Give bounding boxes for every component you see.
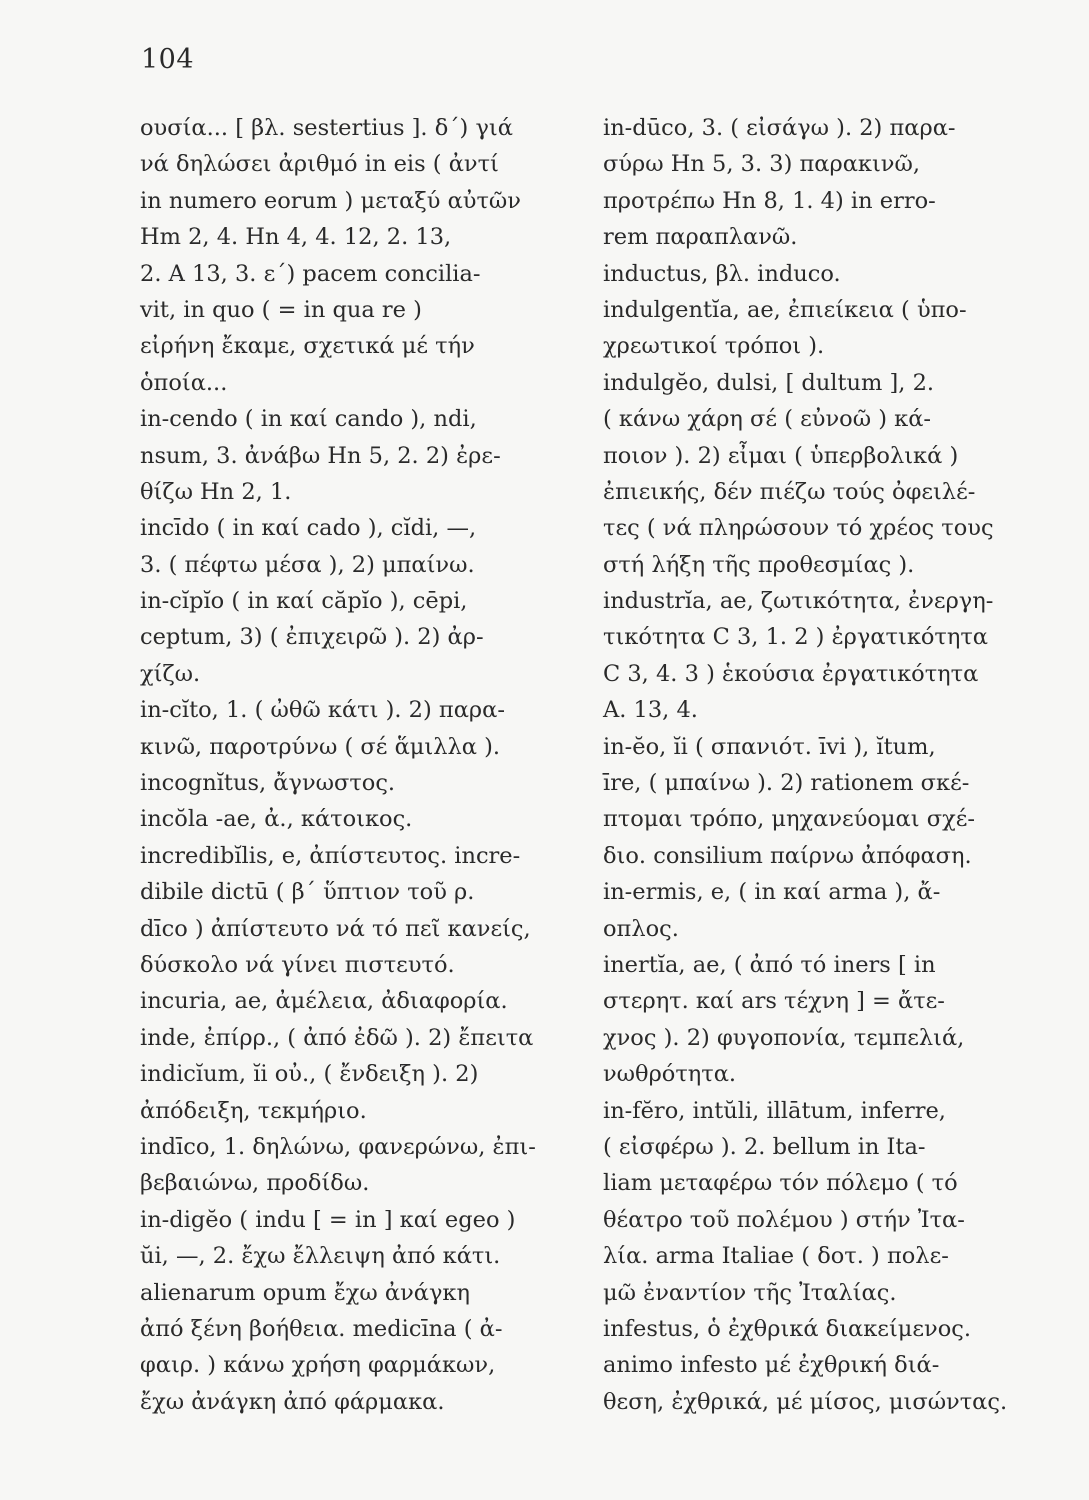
dictionary-line: incognĭtus, ἄγνωστος. [140, 770, 396, 797]
dictionary-line: 3. ( πέφτω μέσα ), 2) μπαίνω. [140, 551, 475, 578]
dictionary-line: προτρέπω Hn 8, 1. 4) in erro- [603, 187, 936, 214]
dictionary-line: θέατρο τοῦ πολέμου ) στήν Ἰτα- [603, 1206, 965, 1233]
dictionary-line: ἔχω ἀνάγκη ἀπό φάρμακα. [140, 1388, 445, 1415]
dictionary-line: κινῶ, παροτρύνω ( σέ ἅμιλλα ). [140, 733, 501, 760]
dictionary-line: μῶ ἐναντίον τῆς Ἰταλίας. [603, 1279, 897, 1306]
left-column [140, 110, 580, 1420]
dictionary-line: Hm 2, 4. Hn 4, 4. 12, 2. 13, [140, 224, 452, 251]
dictionary-line: 2. A 13, 3. ε΄) pacem concilia- [140, 260, 481, 287]
dictionary-line: indīco, 1. δηλώνω, φανερώνω, ἐπι- [140, 1133, 536, 1160]
dictionary-line: in-cĭto, 1. ( ὠθῶ κάτι ). 2) παρα- [140, 697, 505, 724]
dictionary-line: indulgentĭa, ae, ἐπιείκεια ( ὑπο- [603, 296, 967, 323]
dictionary-line: ŭi, —, 2. ἔχω ἔλλειψη ἀπό κάτι. [140, 1243, 501, 1270]
dictionary-line: animo infesto μέ ἐχθρική διά- [603, 1352, 940, 1379]
dictionary-line: īre, ( μπαίνω ). 2) rationem σκέ- [603, 770, 970, 797]
dictionary-line: στερητ. καί ars τέχνη ] = ἄτε- [603, 988, 945, 1015]
dictionary-line: χρεωτικοί τρόποι ). [603, 333, 825, 360]
dictionary-line: πτομαι τρόπο, μηχανεύομαι σχέ- [603, 806, 975, 833]
dictionary-line: alienarum opum ἔχω ἀνάγκη [140, 1279, 470, 1306]
dictionary-line: in-ermis, e, ( in καί arma ), ἄ- [603, 879, 941, 906]
page-number: 104 [141, 44, 195, 75]
dictionary-line: liam μεταφέρω τόν πόλεμο ( τό [603, 1170, 958, 1197]
dictionary-line: incuria, ae, ἀμέλεια, ἀδιαφορία. [140, 988, 508, 1015]
dictionary-line: βεβαιώνω, προδίδω. [140, 1170, 370, 1197]
dictionary-line: θεση, ἐχθρικά, μέ μίσος, μισώντας. [603, 1388, 1008, 1415]
dictionary-line: in numero eorum ) μεταξύ αὐτῶν [140, 187, 521, 214]
dictionary-line: dibile dictū ( β΄ ὕπτιον τοῦ ρ. [140, 879, 475, 906]
dictionary-line: νωθρότητα. [603, 1061, 737, 1088]
dictionary-line: incŏla -ae, ἀ., κάτοικος. [140, 806, 413, 833]
dictionary-line: εἰρήνη ἔκαμε, σχετικά μέ τήν [140, 333, 475, 360]
dictionary-line: ποιον ). 2) εἶμαι ( ὑπερβολικά ) [603, 442, 959, 469]
dictionary-line: A. 13, 4. [603, 697, 698, 724]
dictionary-line: οπλος. [603, 915, 679, 942]
dictionary-line: rem παραπλανῶ. [603, 224, 798, 251]
dictionary-line: ἐπιεικής, δέν πιέζω τούς ὀφειλέ- [603, 478, 976, 505]
dictionary-line: inde, ἐπίρρ., ( ἀπό ἐδῶ ). 2) ἔπειτα [140, 1024, 534, 1051]
dictionary-line: χίζω. [140, 660, 201, 687]
dictionary-line: ἀπόδειξη, τεκμήριο. [140, 1097, 367, 1124]
dictionary-line: C 3, 4. 3 ) ἑκούσια ἐργατικότητα [603, 660, 979, 687]
dictionary-line: nsum, 3. ἀνάβω Hn 5, 2. 2) ἐρε- [140, 442, 501, 469]
dictionary-line: inductus, βλ. induco. [603, 260, 841, 287]
dictionary-line: ὁποία... [140, 369, 228, 396]
dictionary-line: in-dūco, 3. ( εἰσάγω ). 2) παρα- [603, 115, 956, 141]
dictionary-line: τικότητα C 3, 1. 2 ) ἐργατικότητα [603, 624, 988, 651]
dictionary-line: θίζω Hn 2, 1. [140, 478, 292, 505]
dictionary-line: ἀπό ξένη βοήθεια. medicīna ( ἀ- [140, 1315, 503, 1342]
dictionary-line: λία. arma Italiae ( δοτ. ) πολε- [603, 1243, 949, 1270]
dictionary-line: in-fĕro, intŭli, illātum, inferre, [603, 1097, 946, 1124]
dictionary-line: σύρω Hn 5, 3. 3) παρακινῶ, [603, 151, 920, 178]
dictionary-line: incīdo ( in καί cado ), cĭdi, —, [140, 515, 477, 542]
dictionary-line: industrĭa, ae, ζωτικότητα, ἐνεργη- [603, 588, 994, 615]
dictionary-line: in-cendo ( in καί cando ), ndi, [140, 406, 477, 433]
dictionary-line: νά δηλώσει ἀριθμό in eis ( ἀντί [140, 151, 499, 178]
dictionary-line: vit, in quo ( = in qua re ) [140, 296, 422, 323]
dictionary-line: ουσία... [ βλ. sestertius ]. δ΄) γιά [140, 115, 513, 141]
dictionary-line: ( κάνω χάρη σέ ( εὐνοῶ ) κά- [603, 406, 931, 433]
dictionary-line: φαιρ. ) κάνω χρήση φαρμάκων, [140, 1352, 496, 1379]
dictionary-line: τες ( νά πληρώσουν τό χρέος τους [603, 515, 994, 542]
dictionary-line: inertĭa, ae, ( ἀπό τό iners [ in [603, 951, 936, 978]
dictionary-line: δύσκολο νά γίνει πιστευτό. [140, 951, 455, 978]
dictionary-line: indulgĕo, dulsi, [ dultum ], 2. [603, 369, 935, 396]
dictionary-line: dīco ) ἀπίστευτο νά τό πεῖ κανείς, [140, 915, 531, 942]
dictionary-line: στή λήξη τῆς προθεσμίας ). [603, 551, 915, 578]
dictionary-line: in-digĕo ( indu [ = in ] καί egeo ) [140, 1206, 516, 1233]
dictionary-line: indicĭum, ĭi οὐ., ( ἔνδειξη ). 2) [140, 1061, 479, 1088]
dictionary-line: ( εἰσφέρω ). 2. bellum in Ita- [603, 1133, 926, 1160]
dictionary-line: διο. consilium παίρνω ἀπόφαση. [603, 842, 972, 869]
dictionary-line: χνος ). 2) φυγοπονία, τεμπελιά, [603, 1024, 965, 1051]
dictionary-line: ceptum, 3) ( ἐπιχειρῶ ). 2) ἀρ- [140, 624, 484, 651]
dictionary-line: in-cĭpĭo ( in καί căpĭo ), cēpi, [140, 588, 468, 615]
right-column [603, 110, 1043, 1420]
dictionary-line: incredibĭlis, e, ἀπίστευτος. incre- [140, 842, 521, 869]
dictionary-line: in-ĕo, ĭi ( σπανιότ. īvi ), ĭtum, [603, 733, 936, 760]
dictionary-line: infestus, ὁ ἐχθρικά διακείμενος. [603, 1315, 972, 1342]
